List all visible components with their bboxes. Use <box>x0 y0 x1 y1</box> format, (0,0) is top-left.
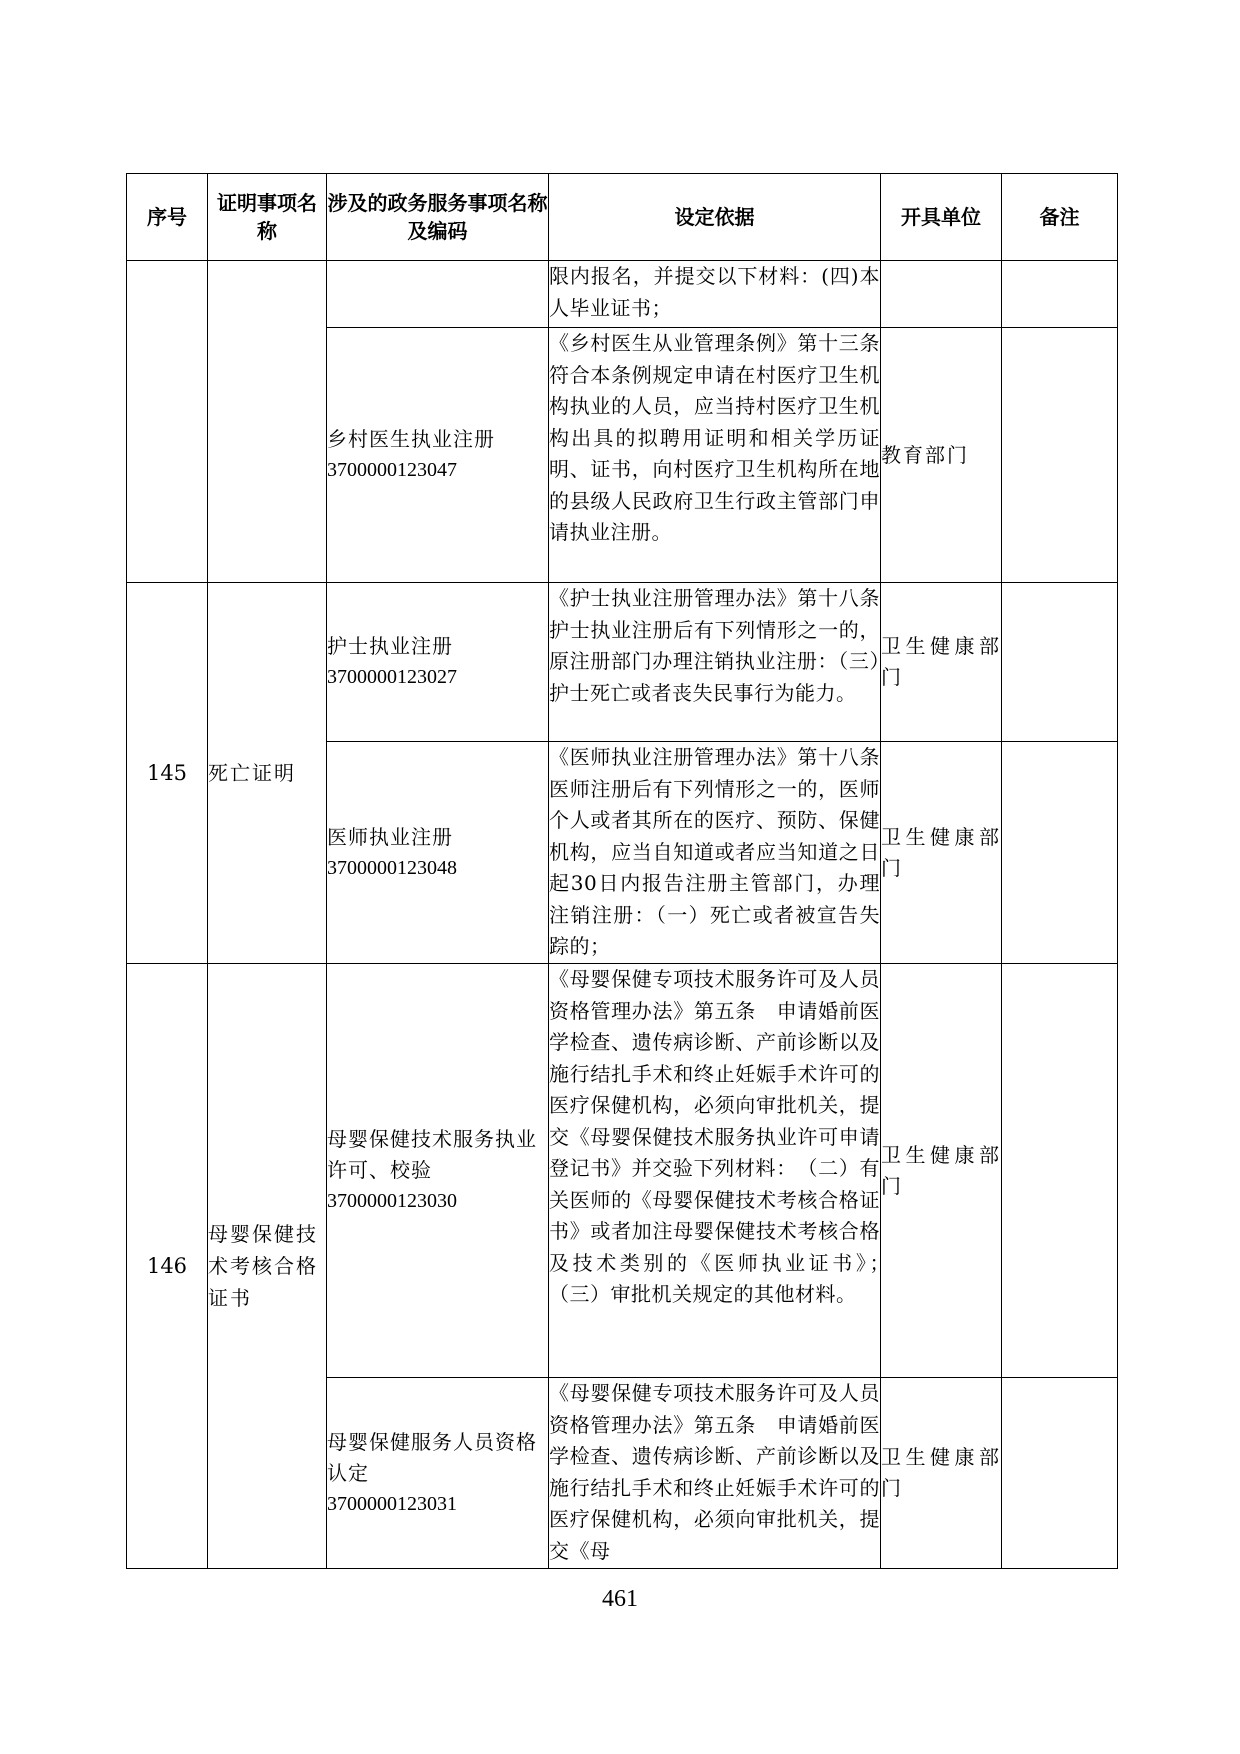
service-code: 3700000123027 <box>327 666 457 688</box>
header-service: 涉及的政务服务事项名称及编码 <box>327 174 549 261</box>
table-header-row <box>127 174 1118 261</box>
service-cell <box>327 742 549 964</box>
issuer-cell: 教育部门 <box>881 328 1002 583</box>
cert-name-cell: 母婴保健技术考核合格证书 <box>208 964 327 1569</box>
cert-name-cell <box>208 261 327 583</box>
issuer-cell <box>881 261 1002 328</box>
service-code: 3700000123047 <box>327 459 457 481</box>
basis-cell: 《母婴保健专项技术服务许可及人员资格管理办法》第五条 申请婚前医学检查、遗传病诊断、产前诊断以及施行结扎手术和终止妊娠手术许可的医疗保健机构，必须向审批机关，提交《母 <box>549 1378 881 1569</box>
table-row <box>127 261 1118 328</box>
seq-cell <box>127 261 208 583</box>
basis-cell: 《母婴保健专项技术服务许可及人员资格管理办法》第五条 申请婚前医学检查、遗传病诊断、产前诊断以及施行结扎手术和终止妊娠手术许可的医疗保健机构，必须向审批机关，提交《母婴保健技术服务执业许可申请登记书》并交验下列材料： （二）有关医师的《母婴保健技术考核合格证书》或者加注母婴保健技术考核合格及技术类别的《医师执业证书》； （三）审批机关规定的其他材料。 <box>549 964 881 1378</box>
basis-cell: 《医师执业注册管理办法》第十八条 医师注册后有下列情形之一的，医师个人或者其所在的医疗、预防、保健机构，应当自知道或者应当知道之日起30日内报告注册主管部门，办理注销注册：（一）死亡或者被宣告失踪的； <box>549 742 881 964</box>
remark-cell <box>1002 583 1118 742</box>
service-cell <box>327 261 549 328</box>
issuer-cell: 卫生健康部门 <box>881 583 1002 742</box>
remark-cell <box>1002 742 1118 964</box>
basis-cell: 限内报名，并提交以下材料：(四)本人毕业证书； <box>549 261 881 328</box>
issuer-cell: 卫生健康部门 <box>881 964 1002 1378</box>
service-cell <box>327 328 549 583</box>
header-issuer: 开具单位 <box>881 174 1002 261</box>
basis-cell: 《护士执业注册管理办法》第十八条 护士执业注册后有下列情形之一的，原注册部门办理注销执业注册：（三）护士死亡或者丧失民事行为能力。 <box>549 583 881 742</box>
remark-cell <box>1002 328 1118 583</box>
basis-cell: 《乡村医生从业管理条例》第十三条 符合本条例规定申请在村医疗卫生机构执业的人员，应当持村医疗卫生机构出具的拟聘用证明和相关学历证明、证书，向村医疗卫生机构所在地的县级人民政府卫生行政主管部门申请执业注册。 <box>549 328 881 583</box>
service-code: 3700000123031 <box>327 1492 457 1515</box>
seq-cell: 145 <box>127 583 208 964</box>
issuer-cell: 卫生健康部门 <box>881 1378 1002 1569</box>
header-basis: 设定依据 <box>549 174 881 261</box>
service-cell <box>327 583 549 742</box>
certification-items-table <box>126 173 1118 1569</box>
remark-cell <box>1002 261 1118 328</box>
table-row <box>127 583 1118 742</box>
issuer-cell: 卫生健康部门 <box>881 742 1002 964</box>
cert-name-cell: 死亡证明 <box>208 583 327 964</box>
remark-cell <box>1002 1378 1118 1569</box>
service-name: 母婴保健服务人员资格认定 <box>327 1429 537 1485</box>
service-cell <box>327 964 549 1378</box>
page-number: 461 <box>602 1586 638 1612</box>
header-remark: 备注 <box>1002 174 1118 261</box>
service-name: 医师执业注册 <box>327 824 453 849</box>
header-cert-name: 证明事项名称 <box>208 174 327 261</box>
service-name: 乡村医生执业注册 <box>327 427 495 451</box>
service-code: 3700000123048 <box>327 856 457 879</box>
remark-cell <box>1002 964 1118 1378</box>
service-name: 母婴保健技术服务执业许可、校验 <box>327 1127 537 1182</box>
service-name: 护士执业注册 <box>327 634 453 658</box>
service-cell <box>327 1378 549 1569</box>
seq-cell: 146 <box>127 964 208 1569</box>
table-row <box>127 964 1118 1378</box>
service-code: 3700000123030 <box>327 1190 457 1212</box>
header-seq: 序号 <box>127 174 208 261</box>
